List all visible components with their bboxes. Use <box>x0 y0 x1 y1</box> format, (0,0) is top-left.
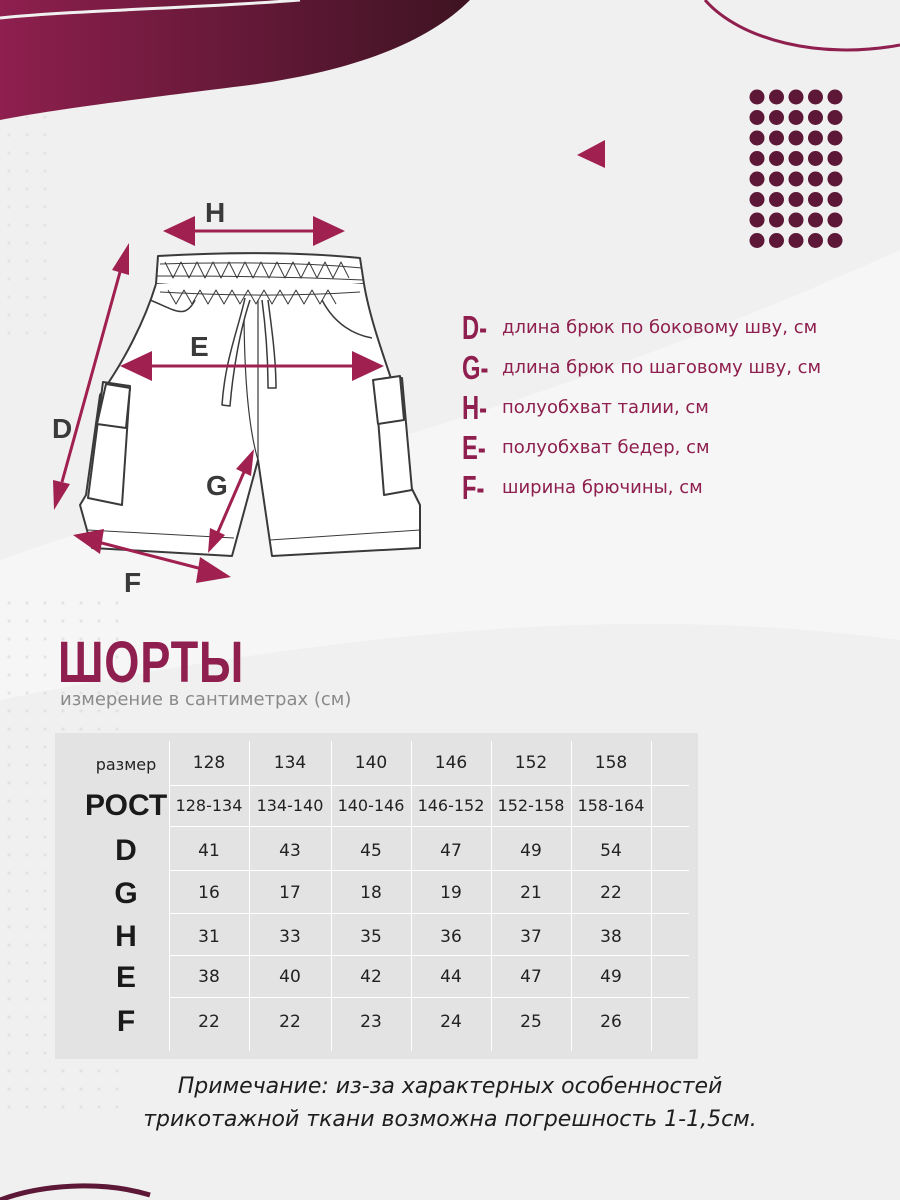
dot <box>750 131 765 146</box>
table-cell: 38 <box>600 927 622 947</box>
legend-letter: F- <box>462 469 485 506</box>
table-row-label: E <box>115 961 136 994</box>
table-cell: 42 <box>360 967 382 987</box>
table-cell: 49 <box>600 967 622 987</box>
table-cell: 37 <box>520 927 542 947</box>
dot <box>789 110 804 125</box>
legend-text: длина брюк по боковому шву, см <box>502 317 818 338</box>
dot <box>828 131 843 146</box>
dot <box>769 151 784 166</box>
table-cell: 152-158 <box>497 796 565 815</box>
dot <box>750 90 765 105</box>
dot <box>750 110 765 125</box>
note-line-1: Примечание: из-за характерных особенностей <box>177 1074 723 1099</box>
dot <box>828 151 843 166</box>
dot <box>769 90 784 105</box>
table-header-size: 140 <box>354 753 388 773</box>
table-cell: 128-134 <box>175 796 243 815</box>
table-divider <box>169 955 689 956</box>
table-row-label: D <box>115 834 137 867</box>
page-title: ШОРТЫ <box>58 630 245 695</box>
table-cell: 16 <box>198 883 220 903</box>
legend-text: ширина брючины, см <box>502 477 703 498</box>
label-h: H <box>205 197 226 228</box>
dot <box>789 90 804 105</box>
table-cell: 36 <box>440 927 462 947</box>
label-e: E <box>190 331 209 362</box>
table-cell: 22 <box>600 883 622 903</box>
label-d: D <box>52 413 73 444</box>
dot <box>750 213 765 228</box>
dot <box>769 192 784 207</box>
legend-letter: D- <box>462 309 488 346</box>
table-cell: 146-152 <box>417 796 485 815</box>
page-subtitle: измерение в сантиметрах (см) <box>60 689 352 710</box>
dot <box>808 233 823 248</box>
dot <box>808 131 823 146</box>
legend-letter: E- <box>462 429 486 466</box>
dot <box>769 213 784 228</box>
table-row-label: РОСТ <box>85 789 168 822</box>
table-cell: 31 <box>198 927 220 947</box>
table-cell: 22 <box>198 1012 220 1032</box>
dot <box>828 110 843 125</box>
dot <box>808 110 823 125</box>
dot <box>750 233 765 248</box>
table-cell: 158-164 <box>577 796 645 815</box>
dot <box>828 90 843 105</box>
table-cell: 49 <box>520 841 542 861</box>
dot <box>789 172 804 187</box>
legend-letter: H- <box>462 389 488 426</box>
table-divider <box>169 870 689 871</box>
table-header-label: размер <box>95 755 157 774</box>
dot <box>750 151 765 166</box>
table-cell: 45 <box>360 841 382 861</box>
table-cell: 44 <box>440 967 462 987</box>
label-g: G <box>206 470 228 501</box>
dot <box>789 233 804 248</box>
table-header-size: 152 <box>514 753 548 773</box>
dot <box>769 110 784 125</box>
table-cell: 54 <box>600 841 622 861</box>
legend-letter: G- <box>462 349 489 386</box>
table-cell: 140-146 <box>337 796 405 815</box>
table-row-label: H <box>115 920 137 953</box>
table-cell: 22 <box>279 1012 301 1032</box>
table-divider <box>651 741 652 1051</box>
dot <box>808 213 823 228</box>
dot <box>750 172 765 187</box>
table-cell: 47 <box>440 841 462 861</box>
table-header-size: 134 <box>273 753 307 773</box>
table-cell: 26 <box>600 1012 622 1032</box>
dot <box>828 233 843 248</box>
table-cell: 17 <box>279 883 301 903</box>
table-cell: 24 <box>440 1012 462 1032</box>
label-f: F <box>124 567 142 598</box>
legend-text: полуобхват бедер, см <box>502 437 710 458</box>
table-cell: 38 <box>198 967 220 987</box>
table-cell: 41 <box>198 841 220 861</box>
dot <box>789 131 804 146</box>
table-header-size: 158 <box>594 753 628 773</box>
dot <box>808 172 823 187</box>
table-header-size: 128 <box>192 753 226 773</box>
table-cell: 25 <box>520 1012 542 1032</box>
dot <box>828 213 843 228</box>
dot <box>750 192 765 207</box>
table-cell: 18 <box>360 883 382 903</box>
legend-text: длина брюк по шаговому шву, см <box>502 357 822 378</box>
dot <box>789 151 804 166</box>
dot <box>769 172 784 187</box>
dot <box>828 172 843 187</box>
table-cell: 23 <box>360 1012 382 1032</box>
dot <box>769 233 784 248</box>
table-row-label: G <box>114 877 138 910</box>
dot <box>769 131 784 146</box>
table-cell: 40 <box>279 967 301 987</box>
table-cell: 43 <box>279 841 301 861</box>
legend-text: полуобхват талии, см <box>502 397 709 418</box>
note-line-2: трикотажной ткани возможна погрешность 1-1,5см. <box>143 1107 757 1132</box>
table-cell: 134-140 <box>256 796 324 815</box>
table-row-label: F <box>116 1005 136 1038</box>
table-cell: 35 <box>360 927 382 947</box>
table-divider <box>169 997 689 998</box>
table-cell: 21 <box>520 883 542 903</box>
size-table <box>55 733 698 1059</box>
dot <box>789 213 804 228</box>
table-cell: 19 <box>440 883 462 903</box>
dot <box>808 151 823 166</box>
table-cell: 47 <box>520 967 542 987</box>
dot <box>808 192 823 207</box>
table-cell: 33 <box>279 927 301 947</box>
dot <box>789 192 804 207</box>
table-divider <box>169 785 689 786</box>
table-divider <box>169 913 689 914</box>
table-header-size: 146 <box>434 753 468 773</box>
table-divider <box>169 826 689 827</box>
dot <box>808 90 823 105</box>
dot <box>828 192 843 207</box>
